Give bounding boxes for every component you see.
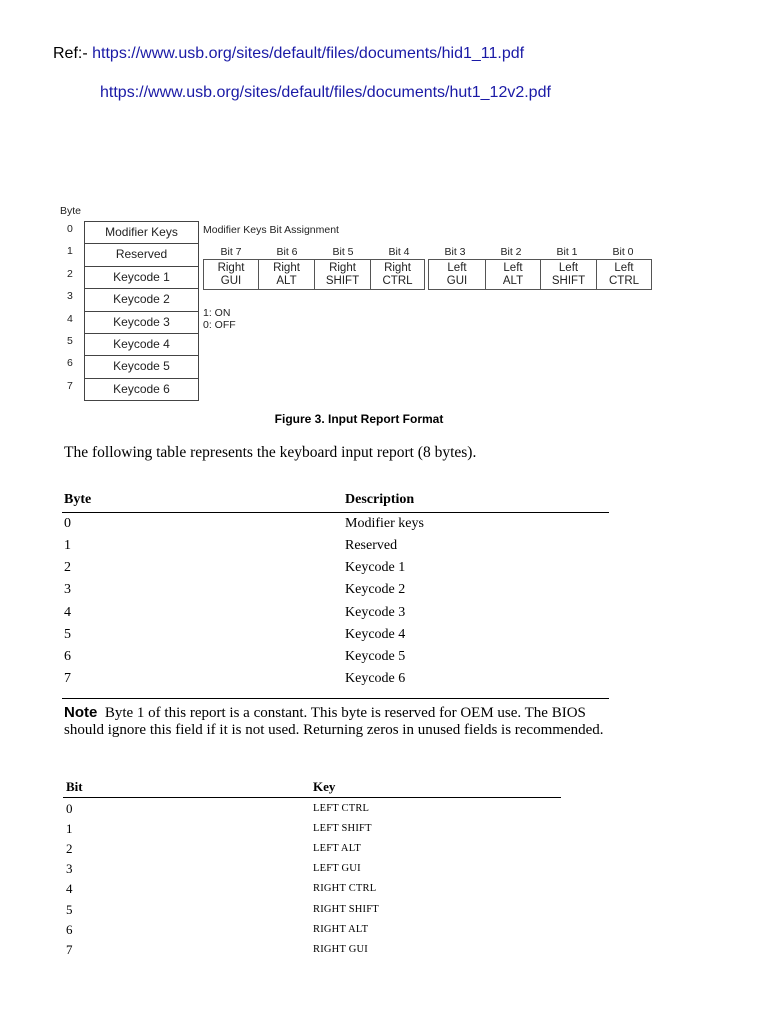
figure-caption: Figure 3. Input Report Format	[274, 412, 444, 426]
bit-table-cell: 6	[66, 922, 73, 937]
on-off-legend	[203, 307, 236, 331]
figure-byte-numbers	[67, 222, 79, 401]
bit-table-cell: 2	[66, 841, 73, 856]
figure-byte-number: 5	[67, 334, 73, 347]
off-label: 0: OFF	[203, 319, 236, 331]
intro-text: The following table represents the keyboard input report (8 bytes).	[64, 444, 477, 461]
bit-table-cell: 0	[66, 801, 73, 816]
reference-line-1	[53, 45, 524, 63]
figure-byte-fields	[84, 221, 199, 401]
figure-byte-number: 7	[67, 379, 73, 392]
bit-label: Bit 5	[332, 246, 354, 258]
reference-line-2	[100, 84, 551, 102]
bit-table-cell: LEFT GUI	[313, 863, 361, 874]
figure-byte-field: Keycode 4	[85, 334, 198, 356]
bit-label: Bit 6	[276, 246, 298, 258]
bit-label: Bit 4	[388, 246, 410, 258]
bit-cell: Right GUI	[203, 259, 259, 290]
bit-table-rule	[63, 797, 561, 798]
byte-table-cell: 5	[64, 627, 71, 642]
byte-table-cell: Keycode 2	[345, 582, 406, 597]
bit-table-cell: 1	[66, 821, 73, 836]
bit-table-cell: RIGHT SHIFT	[313, 904, 379, 915]
byte-table-cell: 2	[64, 560, 71, 575]
byte-table-cell: 6	[64, 649, 71, 664]
bit-label: Bit 2	[500, 246, 522, 258]
bit-assignment-cells	[203, 259, 653, 292]
bit-table-header-key: Key	[313, 779, 336, 794]
bit-table-cell: 3	[66, 861, 73, 876]
byte-table-cell: Keycode 1	[345, 560, 406, 575]
ref-prefix: Ref:-	[53, 45, 88, 62]
byte-table-cell: Reserved	[345, 538, 398, 553]
bit-label: Bit 1	[556, 246, 578, 258]
byte-table-rule	[62, 512, 609, 513]
bit-table-cell: 4	[66, 881, 73, 896]
byte-table-cell: Keycode 4	[345, 627, 406, 642]
byte-table-cell: Keycode 3	[345, 605, 406, 620]
modifier-assignment-title: Modifier Keys Bit Assignment	[203, 224, 339, 236]
bit-cell: Right CTRL	[370, 259, 425, 290]
figure-byte-label: Byte	[60, 205, 82, 217]
byte-table-cell: 1	[64, 538, 71, 553]
figure-byte-field: Reserved	[85, 244, 198, 266]
bit-table-cell: RIGHT CTRL	[313, 883, 377, 894]
figure-byte-field: Keycode 5	[85, 356, 198, 378]
bit-label: Bit 0	[612, 246, 634, 258]
figure-byte-field: Keycode 3	[85, 312, 198, 334]
byte-table-cell: 4	[64, 605, 71, 620]
figure-byte-field: Modifier Keys	[85, 222, 198, 244]
on-label: 1: ON	[203, 307, 231, 319]
bit-cell: Right SHIFT	[314, 259, 371, 290]
byte-table-cell: 3	[64, 582, 71, 597]
figure-byte-field: Keycode 6	[113, 381, 170, 396]
figure-byte-number: 6	[67, 357, 73, 370]
bit-table-header-bit: Bit	[66, 779, 83, 794]
bit-table-cell: LEFT CTRL	[313, 803, 370, 814]
bit-table-cell: LEFT ALT	[313, 843, 361, 854]
byte-table-cell: Keycode 5	[345, 649, 406, 664]
note-paragraph	[64, 704, 612, 739]
figure-byte-field: Keycode 2	[85, 289, 198, 311]
byte-table-header-description: Description	[345, 492, 415, 507]
bit-cell: Left ALT	[485, 259, 541, 290]
bit-cell: Left SHIFT	[540, 259, 597, 290]
byte-table-cell: Modifier keys	[345, 516, 424, 531]
byte-table-cell: 0	[64, 516, 71, 531]
byte-table-cell: Keycode 6	[345, 671, 406, 686]
figure-byte-number: 0	[67, 223, 73, 235]
bit-table-cell: LEFT SHIFT	[313, 823, 372, 834]
bit-table-cell: 5	[66, 902, 73, 917]
hid-spec-link[interactable]: https://www.usb.org/sites/default/files/documents/hid1_11.pdf	[92, 45, 525, 62]
bit-label: Bit 7	[220, 246, 242, 258]
byte-table-cell: 7	[64, 671, 71, 686]
note-label: Note	[64, 704, 98, 721]
figure-byte-number: 3	[67, 290, 73, 303]
bit-cell: Left GUI	[428, 259, 486, 290]
bit-label: Bit 3	[444, 246, 466, 258]
figure-byte-field: Keycode 1	[85, 267, 198, 289]
bit-table-cell: RIGHT ALT	[313, 924, 369, 935]
byte-table-header-byte: Byte	[64, 492, 92, 507]
note-text: Byte 1 of this report is a constant. This byte is reserved for OEM use. The BIOS should ignore this field if it is not used. Returning zeros in unused fields is recommended.	[64, 705, 604, 738]
byte-table-bottom-rule	[62, 698, 609, 699]
bit-table-cell: RIGHT GUI	[313, 944, 368, 955]
figure-byte-number: 2	[67, 267, 73, 280]
bit-cell: Right ALT	[258, 259, 315, 290]
bit-cell: Left CTRL	[596, 259, 652, 290]
hut-spec-link[interactable]: https://www.usb.org/sites/default/files/documents/hut1_12v2.pdf	[100, 84, 551, 101]
figure-byte-number: 4	[67, 312, 73, 325]
bit-table-cell: 7	[66, 942, 73, 957]
figure-byte-number: 1	[67, 245, 73, 258]
